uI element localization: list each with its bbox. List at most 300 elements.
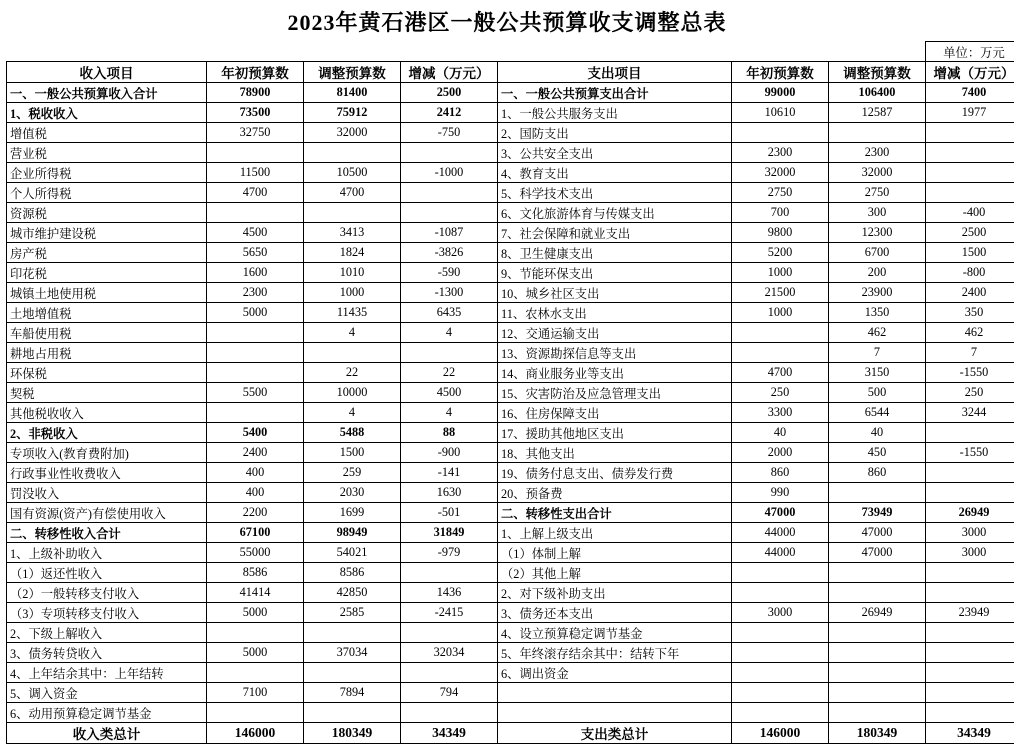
table-header-row [7, 62, 1014, 83]
income-item-label: （3）专项转移支付收入 [7, 603, 207, 623]
income-adjusted-value: 42850 [304, 583, 401, 603]
expense-change-value: 26949 [926, 503, 1014, 523]
income-initial-value [207, 623, 304, 643]
expense-item-label: 2、国防支出 [498, 123, 732, 143]
income-change-value [401, 623, 498, 643]
expense-change-value [926, 583, 1014, 603]
expense-adjusted-value: 106400 [829, 83, 926, 103]
income-item-label: 增值税 [7, 123, 207, 143]
expense-initial-value [732, 683, 829, 703]
income-adjusted-value: 4 [304, 323, 401, 343]
table-row [7, 303, 1014, 323]
income-initial-value: 1600 [207, 263, 304, 283]
income-adjusted-value: 4700 [304, 183, 401, 203]
income-initial-value: 7100 [207, 683, 304, 703]
income-item-label: 城镇土地使用税 [7, 283, 207, 303]
income-change-value: -750 [401, 123, 498, 143]
income-total-change: 34349 [401, 723, 498, 744]
expense-item-label [498, 683, 732, 703]
table-row [7, 123, 1014, 143]
expense-item-label: 12、交通运输支出 [498, 323, 732, 343]
income-adjusted-value: 22 [304, 363, 401, 383]
income-change-value: -141 [401, 463, 498, 483]
income-adjusted-value: 5488 [304, 423, 401, 443]
expense-item-label: 13、资源勘探信息等支出 [498, 343, 732, 363]
income-initial-value [207, 403, 304, 423]
expense-initial-value: 44000 [732, 523, 829, 543]
expense-initial-value [732, 563, 829, 583]
expense-item-label: 19、债务付息支出、债券发行费 [498, 463, 732, 483]
table-row [7, 583, 1014, 603]
income-initial-value: 32750 [207, 123, 304, 143]
expense-initial-value: 2300 [732, 143, 829, 163]
income-item-label: 4、上年结余其中：上年结转 [7, 663, 207, 683]
expense-initial-value: 32000 [732, 163, 829, 183]
expense-adjusted-value: 32000 [829, 163, 926, 183]
table-row [7, 703, 1014, 723]
expense-initial-value: 3300 [732, 403, 829, 423]
income-initial-value: 73500 [207, 103, 304, 123]
expense-adjusted-value: 3150 [829, 363, 926, 383]
table-row [7, 343, 1014, 363]
income-adjusted-value: 8586 [304, 563, 401, 583]
income-change-value: 31849 [401, 523, 498, 543]
table-row [7, 403, 1014, 423]
table-row [7, 283, 1014, 303]
income-change-value: 4 [401, 403, 498, 423]
income-change-value [401, 143, 498, 163]
expense-adjusted-value: 26949 [829, 603, 926, 623]
expense-initial-value: 10610 [732, 103, 829, 123]
expense-change-value: 3000 [926, 523, 1014, 543]
income-item-label: 3、债务转贷收入 [7, 643, 207, 663]
income-item-label: 资源税 [7, 203, 207, 223]
income-change-value: 4 [401, 323, 498, 343]
income-change-value: -2415 [401, 603, 498, 623]
expense-change-value: 3000 [926, 543, 1014, 563]
expense-item-label: 18、其他支出 [498, 443, 732, 463]
income-item-label: 契税 [7, 383, 207, 403]
expense-change-value: 1977 [926, 103, 1014, 123]
income-item-label: 耕地占用税 [7, 343, 207, 363]
income-change-value [401, 663, 498, 683]
income-initial-value [207, 703, 304, 723]
income-change-value [401, 563, 498, 583]
expense-adjusted-value: 23900 [829, 283, 926, 303]
expense-change-value [926, 683, 1014, 703]
table-row [7, 83, 1014, 103]
expense-adjusted-value: 860 [829, 463, 926, 483]
expense-adjusted-value [829, 623, 926, 643]
expense-item-label: （1）体制上解 [498, 543, 732, 563]
expense-initial-value: 9800 [732, 223, 829, 243]
income-initial-value [207, 323, 304, 343]
income-item-label: 一、一般公共预算收入合计 [7, 83, 207, 103]
expense-item-label: 11、农林水支出 [498, 303, 732, 323]
table-row [7, 183, 1014, 203]
expense-adjusted-value: 200 [829, 263, 926, 283]
expense-item-label: 14、商业服务业等支出 [498, 363, 732, 383]
income-adjusted-value: 1500 [304, 443, 401, 463]
budget-table [6, 41, 1014, 744]
expense-adjusted-value: 47000 [829, 523, 926, 543]
table-row [7, 563, 1014, 583]
income-item-label: 1、税收收入 [7, 103, 207, 123]
income-initial-value [207, 363, 304, 383]
income-initial-value: 4700 [207, 183, 304, 203]
expense-initial-value: 3000 [732, 603, 829, 623]
expense-adjusted-value: 1350 [829, 303, 926, 323]
unit-row [7, 42, 1014, 62]
expense-adjusted-value: 462 [829, 323, 926, 343]
expense-initial-value: 99000 [732, 83, 829, 103]
expense-change-value [926, 663, 1014, 683]
table-row [7, 623, 1014, 643]
income-adjusted-value [304, 343, 401, 363]
income-item-label: 城市维护建设税 [7, 223, 207, 243]
expense-change-value [926, 463, 1014, 483]
expense-item-label: 4、设立预算稳定调节基金 [498, 623, 732, 643]
income-item-label: 6、动用预算稳定调节基金 [7, 703, 207, 723]
header-income-adjusted: 调整预算数 [304, 62, 401, 83]
table-row [7, 383, 1014, 403]
income-change-value: 2500 [401, 83, 498, 103]
expense-adjusted-value [829, 123, 926, 143]
expense-adjusted-value: 500 [829, 383, 926, 403]
income-initial-value: 8586 [207, 563, 304, 583]
income-adjusted-value [304, 703, 401, 723]
expense-item-label: 3、债务还本支出 [498, 603, 732, 623]
income-initial-value: 41414 [207, 583, 304, 603]
expense-item-label: 二、转移性支出合计 [498, 503, 732, 523]
expense-item-label: 16、住房保障支出 [498, 403, 732, 423]
expense-adjusted-value: 2750 [829, 183, 926, 203]
income-adjusted-value: 259 [304, 463, 401, 483]
expense-adjusted-value: 6544 [829, 403, 926, 423]
expense-change-value: 7400 [926, 83, 1014, 103]
expense-initial-value [732, 663, 829, 683]
header-income-initial: 年初预算数 [207, 62, 304, 83]
table-row [7, 103, 1014, 123]
expense-total-label: 支出类总计 [498, 723, 732, 744]
income-item-label: （1）返还性收入 [7, 563, 207, 583]
expense-initial-value: 860 [732, 463, 829, 483]
table-row [7, 163, 1014, 183]
income-adjusted-value: 11435 [304, 303, 401, 323]
income-item-label: 2、下级上解收入 [7, 623, 207, 643]
table-row [7, 463, 1014, 483]
expense-adjusted-value: 12300 [829, 223, 926, 243]
table-row [7, 503, 1014, 523]
income-item-label: 营业税 [7, 143, 207, 163]
income-adjusted-value: 75912 [304, 103, 401, 123]
income-adjusted-value: 4 [304, 403, 401, 423]
expense-adjusted-value [829, 563, 926, 583]
income-adjusted-value: 1000 [304, 283, 401, 303]
income-item-label: 印花税 [7, 263, 207, 283]
income-initial-value: 2400 [207, 443, 304, 463]
expense-adjusted-value [829, 683, 926, 703]
income-item-label: 环保税 [7, 363, 207, 383]
income-change-value: 32034 [401, 643, 498, 663]
income-initial-value: 4500 [207, 223, 304, 243]
income-adjusted-value [304, 623, 401, 643]
income-change-value [401, 203, 498, 223]
table-row [7, 323, 1014, 343]
expense-change-value: 462 [926, 323, 1014, 343]
expense-item-label: 6、调出资金 [498, 663, 732, 683]
income-item-label: 行政事业性收费收入 [7, 463, 207, 483]
income-item-label: 罚没收入 [7, 483, 207, 503]
income-change-value: 88 [401, 423, 498, 443]
income-initial-value [207, 343, 304, 363]
income-adjusted-value: 81400 [304, 83, 401, 103]
income-initial-value: 5000 [207, 603, 304, 623]
table-row [7, 143, 1014, 163]
expense-initial-value [732, 703, 829, 723]
table-row [7, 543, 1014, 563]
expense-initial-value: 2000 [732, 443, 829, 463]
income-initial-value: 400 [207, 483, 304, 503]
expense-initial-value [732, 123, 829, 143]
expense-change-value [926, 123, 1014, 143]
expense-adjusted-value [829, 583, 926, 603]
expense-adjusted-value: 73949 [829, 503, 926, 523]
expense-item-label [498, 703, 732, 723]
income-item-label: 其他税收收入 [7, 403, 207, 423]
expense-change-value: 350 [926, 303, 1014, 323]
income-adjusted-value: 54021 [304, 543, 401, 563]
expense-item-label: 1、一般公共服务支出 [498, 103, 732, 123]
income-adjusted-value: 2030 [304, 483, 401, 503]
income-change-value [401, 703, 498, 723]
expense-initial-value: 47000 [732, 503, 829, 523]
expense-initial-value: 1000 [732, 263, 829, 283]
header-expense-adjusted: 调整预算数 [829, 62, 926, 83]
expense-change-value: 23949 [926, 603, 1014, 623]
unit-note: 单位：万元 [926, 42, 1014, 62]
income-adjusted-value: 1010 [304, 263, 401, 283]
table-row [7, 663, 1014, 683]
income-change-value: -1300 [401, 283, 498, 303]
income-adjusted-value: 10000 [304, 383, 401, 403]
expense-total-initial: 146000 [732, 723, 829, 744]
expense-item-label: 20、预备费 [498, 483, 732, 503]
expense-item-label: 7、社会保障和就业支出 [498, 223, 732, 243]
income-total-label: 收入类总计 [7, 723, 207, 744]
income-item-label: 二、转移性收入合计 [7, 523, 207, 543]
table-row [7, 603, 1014, 623]
expense-change-value [926, 703, 1014, 723]
table-row [7, 203, 1014, 223]
table-row [7, 523, 1014, 543]
income-adjusted-value [304, 143, 401, 163]
income-initial-value: 11500 [207, 163, 304, 183]
income-adjusted-value: 2585 [304, 603, 401, 623]
expense-change-value: 3244 [926, 403, 1014, 423]
income-adjusted-value: 98949 [304, 523, 401, 543]
income-change-value: 1436 [401, 583, 498, 603]
table-row [7, 263, 1014, 283]
income-change-value: -1000 [401, 163, 498, 183]
expense-adjusted-value [829, 703, 926, 723]
income-initial-value: 2300 [207, 283, 304, 303]
income-change-value: -590 [401, 263, 498, 283]
income-change-value [401, 343, 498, 363]
income-change-value: 794 [401, 683, 498, 703]
expense-change-value: 250 [926, 383, 1014, 403]
income-adjusted-value [304, 663, 401, 683]
expense-adjusted-value: 7 [829, 343, 926, 363]
expense-initial-value: 990 [732, 483, 829, 503]
expense-item-label: 17、援助其他地区支出 [498, 423, 732, 443]
expense-change-value [926, 563, 1014, 583]
expense-item-label: 2、对下级补助支出 [498, 583, 732, 603]
table-row [7, 243, 1014, 263]
income-item-label: 国有资源(资产)有偿使用收入 [7, 503, 207, 523]
income-adjusted-value: 37034 [304, 643, 401, 663]
expense-initial-value: 21500 [732, 283, 829, 303]
income-initial-value: 5400 [207, 423, 304, 443]
income-initial-value: 67100 [207, 523, 304, 543]
expense-item-label: 5、年终滚存结余其中：结转下年 [498, 643, 732, 663]
expense-change-value [926, 623, 1014, 643]
totals-row [7, 723, 1014, 744]
expense-adjusted-value: 47000 [829, 543, 926, 563]
expense-initial-value [732, 643, 829, 663]
expense-initial-value: 1000 [732, 303, 829, 323]
header-expense-change: 增减（万元） [926, 62, 1014, 83]
table-row [7, 643, 1014, 663]
income-change-value: 1630 [401, 483, 498, 503]
page-title: 2023年黄石港区一般公共预算收支调整总表 [6, 0, 1008, 41]
expense-change-value: -1550 [926, 363, 1014, 383]
income-adjusted-value: 32000 [304, 123, 401, 143]
income-item-label: （2）一般转移支付收入 [7, 583, 207, 603]
income-change-value: -3826 [401, 243, 498, 263]
expense-item-label: 5、科学技术支出 [498, 183, 732, 203]
expense-change-value [926, 163, 1014, 183]
header-income-change: 增减（万元） [401, 62, 498, 83]
income-change-value: -1087 [401, 223, 498, 243]
income-item-label: 房产税 [7, 243, 207, 263]
income-item-label: 车船使用税 [7, 323, 207, 343]
income-initial-value: 5650 [207, 243, 304, 263]
income-initial-value: 55000 [207, 543, 304, 563]
income-item-label: 专项收入(教育费附加) [7, 443, 207, 463]
expense-item-label: 10、城乡社区支出 [498, 283, 732, 303]
expense-initial-value [732, 343, 829, 363]
income-item-label: 企业所得税 [7, 163, 207, 183]
expense-initial-value [732, 583, 829, 603]
table-row [7, 423, 1014, 443]
expense-change-value: 2400 [926, 283, 1014, 303]
expense-adjusted-value: 12587 [829, 103, 926, 123]
expense-total-adjusted: 180349 [829, 723, 926, 744]
income-total-initial: 146000 [207, 723, 304, 744]
expense-change-value: -800 [926, 263, 1014, 283]
expense-item-label: 3、公共安全支出 [498, 143, 732, 163]
expense-adjusted-value [829, 483, 926, 503]
income-initial-value: 5000 [207, 303, 304, 323]
income-initial-value: 5000 [207, 643, 304, 663]
expense-item-label: 1、上解上级支出 [498, 523, 732, 543]
expense-change-value: -1550 [926, 443, 1014, 463]
table-row [7, 483, 1014, 503]
income-change-value: -501 [401, 503, 498, 523]
expense-adjusted-value: 450 [829, 443, 926, 463]
expense-change-value: 1500 [926, 243, 1014, 263]
expense-initial-value: 2750 [732, 183, 829, 203]
income-change-value: 2412 [401, 103, 498, 123]
income-change-value: -979 [401, 543, 498, 563]
income-adjusted-value: 10500 [304, 163, 401, 183]
income-item-label: 2、非税收入 [7, 423, 207, 443]
expense-initial-value: 5200 [732, 243, 829, 263]
expense-item-label: 6、文化旅游体育与传媒支出 [498, 203, 732, 223]
income-adjusted-value: 7894 [304, 683, 401, 703]
expense-item-label: 一、一般公共预算支出合计 [498, 83, 732, 103]
expense-change-value [926, 423, 1014, 443]
income-adjusted-value: 1699 [304, 503, 401, 523]
header-expense-item: 支出项目 [498, 62, 732, 83]
income-item-label: 土地增值税 [7, 303, 207, 323]
table-row [7, 443, 1014, 463]
income-initial-value: 5500 [207, 383, 304, 403]
expense-adjusted-value [829, 643, 926, 663]
table-row [7, 223, 1014, 243]
income-initial-value [207, 663, 304, 683]
expense-initial-value [732, 323, 829, 343]
expense-adjusted-value: 300 [829, 203, 926, 223]
expense-adjusted-value: 2300 [829, 143, 926, 163]
expense-adjusted-value: 40 [829, 423, 926, 443]
income-item-label: 个人所得税 [7, 183, 207, 203]
income-initial-value: 2200 [207, 503, 304, 523]
income-change-value: -900 [401, 443, 498, 463]
expense-change-value: -400 [926, 203, 1014, 223]
income-total-adjusted: 180349 [304, 723, 401, 744]
income-initial-value: 400 [207, 463, 304, 483]
expense-initial-value [732, 623, 829, 643]
income-adjusted-value: 3413 [304, 223, 401, 243]
income-change-value: 4500 [401, 383, 498, 403]
expense-item-label: 15、灾害防治及应急管理支出 [498, 383, 732, 403]
income-item-label: 5、调入资金 [7, 683, 207, 703]
expense-change-value: 7 [926, 343, 1014, 363]
income-change-value: 6435 [401, 303, 498, 323]
expense-initial-value: 700 [732, 203, 829, 223]
table-row [7, 683, 1014, 703]
expense-item-label: 8、卫生健康支出 [498, 243, 732, 263]
expense-item-label: （2）其他上解 [498, 563, 732, 583]
header-expense-initial: 年初预算数 [732, 62, 829, 83]
income-change-value: 22 [401, 363, 498, 383]
income-item-label: 1、上级补助收入 [7, 543, 207, 563]
income-initial-value [207, 143, 304, 163]
expense-item-label: 4、教育支出 [498, 163, 732, 183]
expense-initial-value: 4700 [732, 363, 829, 383]
expense-initial-value: 44000 [732, 543, 829, 563]
expense-change-value [926, 183, 1014, 203]
income-initial-value: 78900 [207, 83, 304, 103]
expense-adjusted-value: 6700 [829, 243, 926, 263]
expense-change-value [926, 143, 1014, 163]
expense-change-value: 2500 [926, 223, 1014, 243]
expense-change-value [926, 483, 1014, 503]
expense-adjusted-value [829, 663, 926, 683]
expense-change-value [926, 643, 1014, 663]
